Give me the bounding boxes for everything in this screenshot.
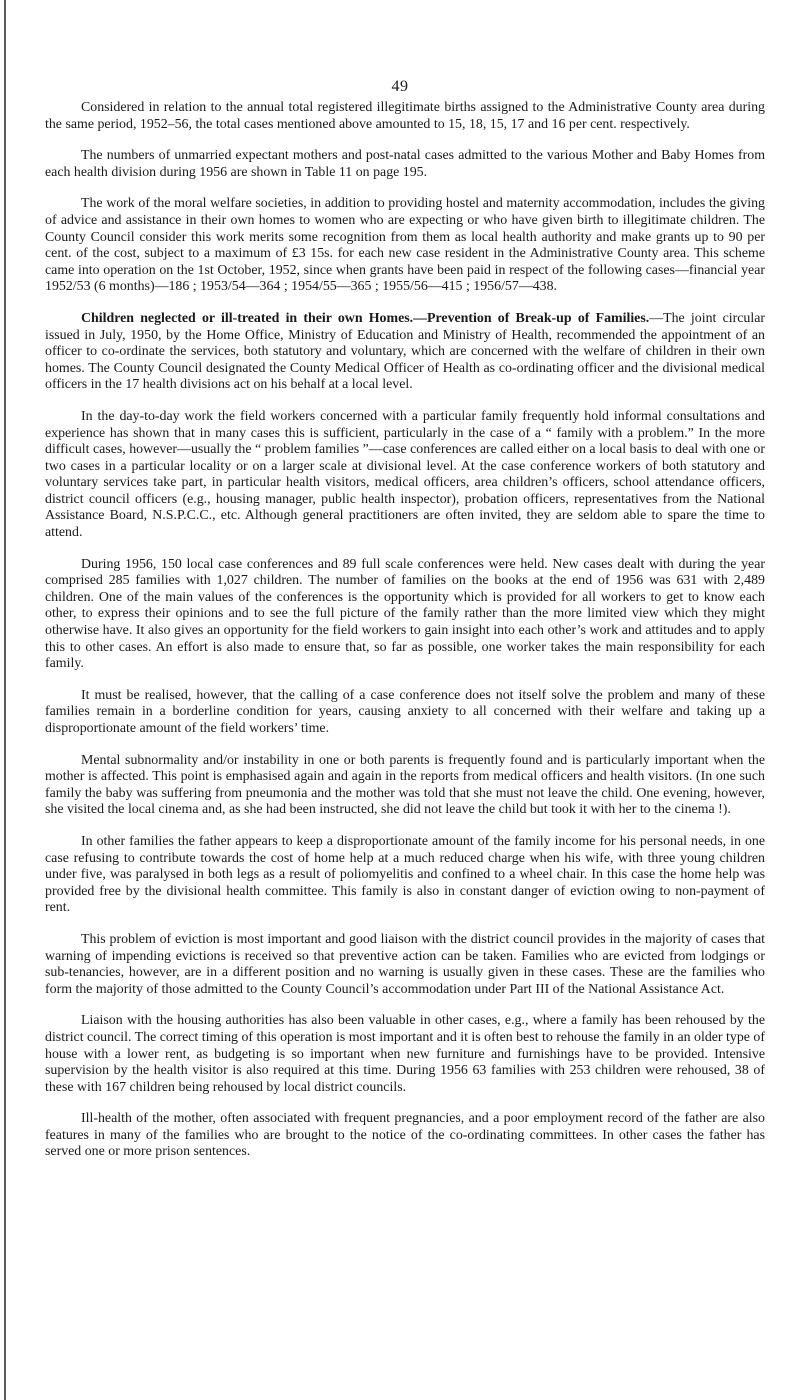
section-heading: Children neglected or ill-treated in their own Homes.—Prevention of Break-up of Families.	[81, 310, 650, 326]
paragraph-3: The work of the moral welfare societies, in addition to providing hostel and maternity accommodation, includes the giving of advice and assistance in their own homes to women who are expecting or who have given birth to illegitimate children. The County Council consider this work merits some recognition from them as local health authority and make grants up to 90 per cent. of the cost, subject to a maximum of £3 15s. for each new case resident in the Administrative County area. This scheme came into operation on the 1st October, 1952, since when grants have been paid in respect of the following cases—financial year 1952/53 (6 months)—186 ; 1953/54—364 ; 1954/55—365 ; 1955/56—415 ; 1956/57—438.	[45, 196, 765, 295]
paragraph-6: During 1956, 150 local case conferences and 89 full scale conferences were held. New cases dealt with during the year comprised 285 families with 1,027 children. The number of families on the books at the end of 1956 was 631 with 2,489 children. One of the main values of the conferences is the opportunity which is provided for all workers to get to know each other, to express their opinions and to see the full picture of the family rather than the more limited view which they might otherwise have. It also gives an opportunity for the field workers to gain insight into each other’s work and attitudes and to apply this to other cases. An effort is also made to ensure that, so far as possible, one worker takes the main responsibility for each family.	[45, 556, 765, 672]
paragraph-5: In the day-to-day work the field workers concerned with a particular family frequently hold informal consultations and experience has shown that in many cases this is sufficient, particularly in the case of a “ family with a problem.” In the more difficult cases, however—usually the “ problem families ”—case conferences are called either on a local basis to deal with one or two cases in a particular locality or on a larger scale at divisional level. At the case conference workers of both statutory and voluntary services take part, in particular health visitors, medical officers, area children’s officers, school attendance officers, district council officers (e.g., housing manager, public health inspector), probation officers, representatives from the National Assistance Board, N.S.P.C.C., etc. Although general practitioners are often invited, they are seldom able to spare the time to attend.	[45, 408, 765, 541]
paragraph-4-text: —The joint circular issued in July, 1950, by the Home Office, Ministry of Education and Ministry of Health, recommended the appointment of an officer to co-ordinate the services, both statutory and voluntary, which are concerned with the welfare of children in their own homes. The County Council designated the County Medical Officer of Health as co-ordinating officer and the divisional medical officers in the 17 health divisions act on his behalf at a local level.	[45, 310, 765, 393]
paragraph-7: It must be realised, however, that the calling of a case conference does not itself solve the problem and many of these families remain in a borderline condition for years, causing anxiety to all concerned with their welfare and taking up a disproportionate amount of the field workers’ time.	[45, 687, 765, 736]
paragraph-2: The numbers of unmarried expectant mothers and post-natal cases admitted to the various Mother and Baby Homes from each health division during 1956 are shown in Table 11 on page 195.	[45, 148, 765, 180]
paragraph-12: Ill-health of the mother, often associated with frequent pregnancies, and a poor employment record of the father are also features in many of the families who are brought to the notice of the co-ordinating committees. In other cases the father has served one or more prison sentences.	[45, 1111, 765, 1160]
paragraph-10: This problem of eviction is most important and good liaison with the district council provides in the majority of cases that warning of impending evictions is received so that preventive action can be taken. Families who are evicted from lodgings or sub-tenancies, however, are in a different position and no warning is usually given in these cases. These are the families who form the majority of those admitted to the County Council’s accommodation under Part III of the National Assistance Act.	[45, 931, 765, 997]
paragraph-1: Considered in relation to the annual total registered illegitimate births assigned to the Administrative County area during the same period, 1952–56, the total cases mentioned above amounted to 15, 18, 15, 17 and 16 per cent. respectively.	[45, 100, 765, 132]
paragraph-9: In other families the father appears to keep a disproportionate amount of the family income for his personal needs, in one case refusing to contribute towards the cost of home help at a much reduced charge when his wife, with three young children under five, was paralysed in both legs as a result of poliomyelitis and confined to a wheel chair. In this case the home help was provided free by the divisional health committee. This family is also in constant danger of eviction owing to non-payment of rent.	[45, 833, 765, 916]
paragraph-11: Liaison with the housing authorities has also been valuable in other cases, e.g., where a family has been rehoused by the district council. The correct timing of this operation is most important and it is often best to rehouse the family in an older type of house with a lower rent, as budgeting is so important when new furniture and furnishings have to be provided. Intensive supervision by the health visitor is also required at this time. During 1956 63 families with 253 children were rehoused, 38 of these with 167 children being rehoused by local district councils.	[45, 1013, 765, 1095]
document-body	[45, 100, 765, 1176]
page-number: 49	[391, 78, 409, 95]
paragraph-8: Mental subnormality and/or instability in one or both parents is frequently found and is particularly important when the mother is affected. This point is emphasised again and again in the reports from medical officers and health visitors. (In one such family the baby was suffering from pneumonia and the mother was told that she must not leave the child. One evening, however, she visited the local cinema and, as she had been instructed, she did not leave the child but took it with her to the cinema !).	[45, 752, 765, 818]
scan-edge-line	[4, 0, 6, 1400]
paragraph-4	[45, 311, 765, 394]
